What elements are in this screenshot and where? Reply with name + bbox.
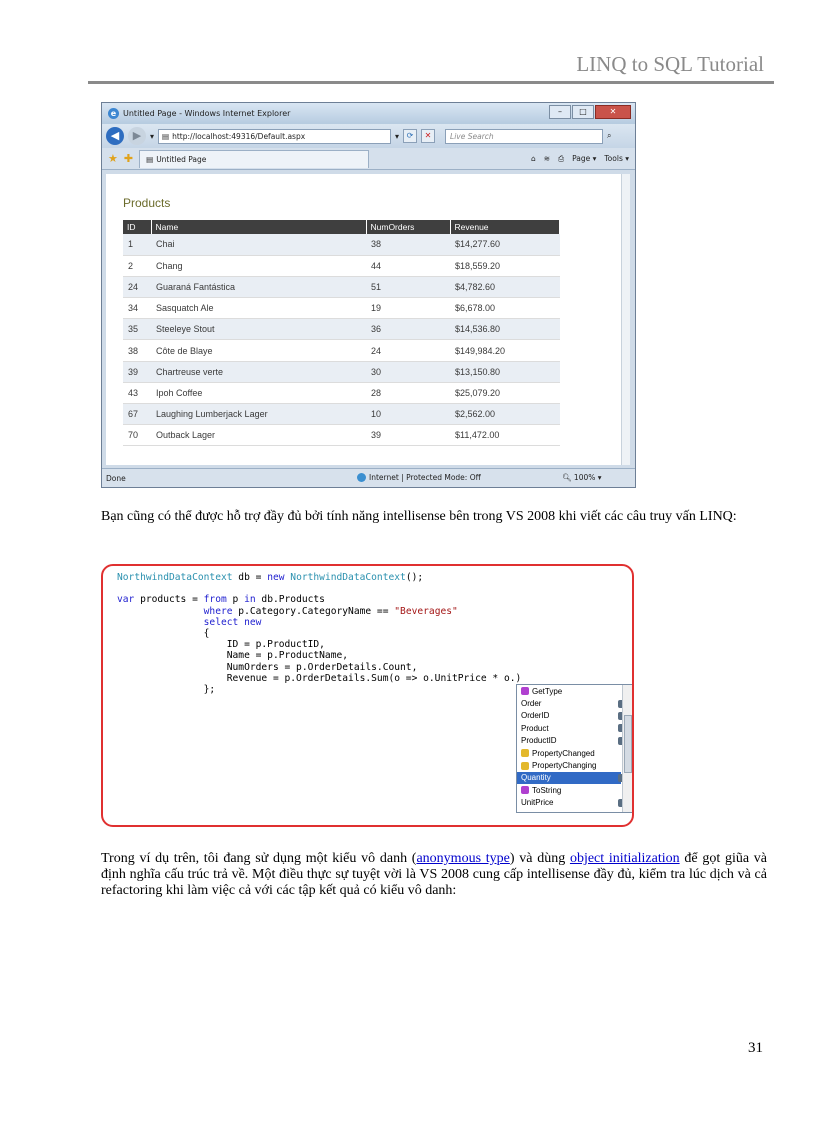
globe-icon (357, 473, 366, 482)
method-icon (521, 786, 529, 794)
intellisense-popup (516, 684, 634, 813)
cell-revenue: $14,277.60 (450, 234, 560, 255)
item-label: OrderID (521, 711, 550, 721)
cell-name: Chang (151, 255, 366, 276)
header-rule (88, 81, 774, 84)
maximize-icon[interactable]: □ (572, 105, 594, 119)
intellisense-scrollbar[interactable] (622, 685, 633, 812)
paragraph-intellisense: Bạn cũng có thể được hỗ trợ đầy đủ bởi tính năng intellisense bên trong VS 2008 khi viết các câu truy vấn LINQ: (101, 509, 737, 524)
table-row (123, 340, 560, 361)
cell-numorders: 38 (366, 234, 450, 255)
cell-id: 34 (123, 298, 151, 319)
object-initialization-link[interactable]: object initialization (569, 851, 680, 866)
cell-name: Guaraná Fantástica (151, 276, 366, 297)
tab-label: Untitled Page (156, 154, 207, 164)
cell-numorders: 30 (366, 361, 450, 382)
search-input[interactable]: Live Search (445, 129, 603, 144)
back-icon[interactable]: ◀ (106, 127, 124, 145)
favorites-icon[interactable]: ★ (108, 152, 118, 165)
item-label: Product (521, 723, 549, 733)
cell-revenue: $25,079.20 (450, 382, 560, 403)
table-row (123, 255, 560, 276)
cell-numorders: 39 (366, 425, 450, 446)
tab-page-icon: ▤ (146, 154, 154, 164)
status-bar (102, 468, 635, 487)
status-text: Done (106, 473, 126, 483)
cell-name: Laughing Lumberjack Lager (151, 404, 366, 425)
cell-id: 70 (123, 425, 151, 446)
cell-numorders: 19 (366, 298, 450, 319)
minimize-icon[interactable]: – (549, 105, 571, 119)
cell-numorders: 51 (366, 276, 450, 297)
cell-numorders: 36 (366, 319, 450, 340)
zoom-icon: 🔍︎ (562, 473, 572, 482)
cell-id: 38 (123, 340, 151, 361)
item-label: PropertyChanged (532, 748, 595, 758)
cell-numorders: 44 (366, 255, 450, 276)
event-icon (521, 762, 529, 770)
cell-id: 24 (123, 276, 151, 297)
cell-revenue: $18,559.20 (450, 255, 560, 276)
window-title: Untitled Page - Windows Internet Explorer (123, 109, 291, 118)
para2-text-2: ) và dùng (509, 851, 570, 866)
zoom-dropdown-icon[interactable]: ▾ (597, 473, 602, 482)
home-icon[interactable]: ⌂ (531, 153, 536, 163)
add-favorites-icon[interactable]: ✚ (123, 152, 134, 165)
para2-text-3: để gọt giũa và định nghĩa cấu trúc trả về. Một điều thực sự tuyệt vời là VS 2008 cung cấp intellisense đầy đủ, kiểm tra lúc dịch và cả refactoring khi làm việc cả với các tập kết quả có kiểu vô danh: (101, 851, 767, 898)
browser-titlebar (102, 103, 635, 124)
page-number: 31 (748, 1040, 763, 1056)
cell-numorders: 10 (366, 404, 450, 425)
forward-icon[interactable]: ▶ (128, 127, 146, 145)
method-icon (521, 687, 529, 695)
running-header: LINQ to SQL Tutorial (576, 52, 764, 76)
ie-logo-icon: e (108, 108, 119, 119)
cell-revenue: $149,984.20 (450, 340, 560, 361)
command-bar (531, 154, 629, 164)
scroll-thumb[interactable] (624, 715, 632, 773)
item-label: PropertyChanging (532, 761, 597, 771)
tab-untitled-page[interactable] (139, 150, 369, 168)
item-label: ToString (532, 785, 562, 795)
column-header: Name (151, 220, 366, 234)
intellisense-item[interactable] (517, 797, 621, 809)
cell-id: 43 (123, 382, 151, 403)
table-row (123, 425, 560, 446)
cell-revenue: $6,678.00 (450, 298, 560, 319)
close-icon[interactable]: ✕ (595, 105, 631, 119)
intellisense-item[interactable] (517, 697, 621, 709)
code-block: NorthwindDataContext db = new NorthwindDataContext(); var products = from p in db.Products where p.Category.CategoryName == "Beverages" select new { ID = p.ProductID, Name = p.ProductName, NumOrders = p.OrderDetails.Count, Revenue = p.OrderDetails.Sum(o => o.UnitPrice * o.) }; (117, 572, 522, 696)
cell-name: Outback Lager (151, 425, 366, 446)
grid-header-row (123, 220, 560, 234)
cell-id: 35 (123, 319, 151, 340)
item-label: GetType (532, 686, 563, 696)
cell-name: Chai (151, 234, 366, 255)
security-zone (357, 473, 481, 482)
cell-numorders: 28 (366, 382, 450, 403)
address-input[interactable] (158, 129, 391, 144)
window-controls (549, 105, 631, 119)
cell-revenue: $11,472.00 (450, 425, 560, 446)
table-row (123, 404, 560, 425)
table-row (123, 382, 560, 403)
cell-name: Côte de Blaye (151, 340, 366, 361)
address-bar-row (102, 124, 635, 148)
feeds-icon[interactable]: ≋ (543, 153, 551, 163)
address-text: http://localhost:49316/Default.aspx (172, 131, 306, 141)
history-dropdown-icon[interactable]: ▾ (150, 131, 155, 141)
column-header: Revenue (450, 220, 560, 234)
intellisense-item[interactable] (517, 747, 621, 759)
anonymous-type-link[interactable]: anonymous type (416, 851, 510, 866)
page-heading: Products (123, 196, 171, 210)
page-icon: ▤ (162, 131, 170, 141)
cell-name: Chartreuse verte (151, 361, 366, 382)
address-dropdown-icon[interactable]: ▾ (395, 131, 400, 141)
products-grid (123, 220, 560, 446)
table-row (123, 361, 560, 382)
cell-revenue: $14,536.80 (450, 319, 560, 340)
cell-id: 39 (123, 361, 151, 382)
cell-revenue: $13,150.80 (450, 361, 560, 382)
page-menu[interactable]: Page ▾ (572, 153, 597, 163)
cell-name: Steeleye Stout (151, 319, 366, 340)
vertical-scrollbar[interactable] (621, 174, 630, 465)
stop-icon[interactable]: ✕ (421, 129, 435, 143)
table-row (123, 234, 560, 255)
table-row (123, 319, 560, 340)
cell-id: 67 (123, 404, 151, 425)
zone-text: Internet | Protected Mode: Off (369, 473, 481, 482)
print-icon[interactable]: ⎙ (558, 153, 565, 163)
search-icon[interactable]: ⌕ (607, 131, 612, 140)
refresh-icon[interactable]: ⟳ (403, 129, 417, 143)
intellisense-item[interactable] (517, 685, 621, 697)
table-row (123, 276, 560, 297)
code-screenshot (101, 564, 634, 827)
item-label: UnitPrice (521, 798, 554, 808)
cell-id: 1 (123, 234, 151, 255)
intellisense-item[interactable] (517, 784, 621, 796)
item-label: Order (521, 699, 542, 709)
cell-name: Ipoh Coffee (151, 382, 366, 403)
cell-name: Sasquatch Ale (151, 298, 366, 319)
zoom-control[interactable] (562, 473, 602, 482)
table-row (123, 298, 560, 319)
para2-text-1: Trong ví dụ trên, tôi đang sử dụng một kiểu vô danh ( (101, 851, 417, 866)
cell-revenue: $4,782.60 (450, 276, 560, 297)
browser-viewport (106, 174, 623, 465)
column-header: NumOrders (366, 220, 450, 234)
zoom-level: 100% (573, 473, 596, 482)
intellisense-item[interactable] (517, 735, 621, 747)
item-label: Quantity (521, 773, 551, 783)
tab-bar (102, 148, 635, 170)
tools-menu[interactable]: Tools ▾ (604, 153, 629, 163)
cell-numorders: 24 (366, 340, 450, 361)
item-label: ProductID (521, 736, 557, 746)
event-icon (521, 749, 529, 757)
cell-revenue: $2,562.00 (450, 404, 560, 425)
intellisense-item-selected[interactable] (517, 772, 621, 784)
intellisense-item[interactable] (517, 759, 621, 771)
paragraph-anonymous-types (101, 851, 767, 899)
browser-screenshot (101, 102, 636, 488)
intellisense-item[interactable] (517, 722, 621, 734)
intellisense-item[interactable] (517, 710, 621, 722)
column-header: ID (123, 220, 151, 234)
cell-id: 2 (123, 255, 151, 276)
